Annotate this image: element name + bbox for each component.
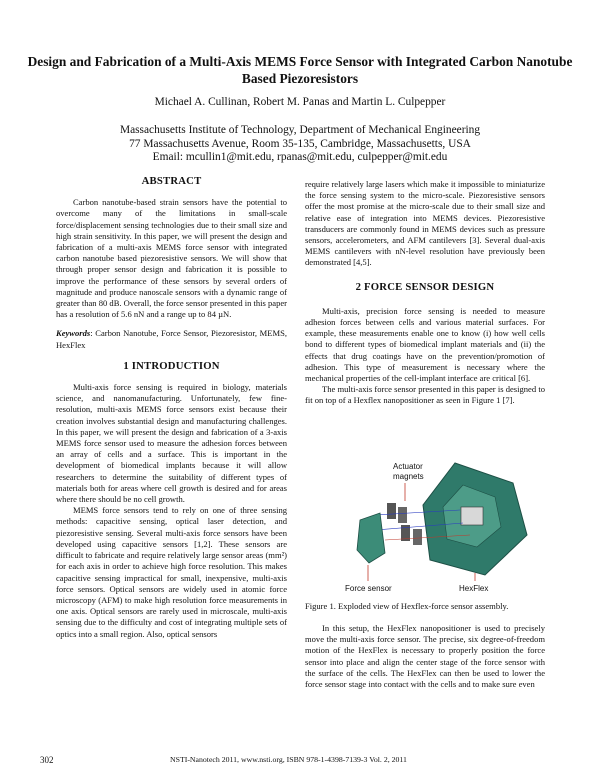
force-sensor-chip — [357, 513, 385, 563]
affiliation-line: Massachusetts Institute of Technology, Department of Mechanical Engineering — [119, 124, 481, 136]
paper-title: Design and Fabrication of a Multi-Axis MEMS Force Sensor with Integrated Carbon Nanotube Based Piezoresistors — [27, 54, 573, 86]
section-2-heading: 2 FORCE SENSOR DESIGN — [355, 280, 495, 293]
figure-caption: Figure 1. Exploded view of Hexflex-force sensor assembly. — [305, 601, 509, 611]
intro-heading: 1 INTRODUCTION — [123, 359, 220, 372]
intro-paragraph-1: Multi-axis force sensing is required in biology, materials science, and nanomanufacturing. Unfortunately, few fine-resolution, multi-axis MEMS force sensors exist because their creation involves substantial design and manufacturing challenges. In this paper, we will present the design and fabrication of a 3-axis MEMS force sensor used to measure the adhesion forces between an array of cells and a surface. This is important in the development of biomedical implants because it will allow researchers to determine the suitability of different types of materials both for areas where cell growth is desired and for areas where there should be no cell growth. — [56, 382, 287, 505]
design-paragraph-3: In this setup, the HexFlex nanopositioner is used to precisely move the multi-axis force sensor. The precise, six degree-of-freedom motion of the HexFlex is necessary to properly position the force sensor into place and align the center stage of the force sensor with the surface of the cells. The HexFlex can then be used to lower the force sensor stage into contact with the cells and to make sure even — [305, 623, 545, 690]
magnets-label-1: Actuator — [393, 462, 423, 471]
magnet — [387, 503, 396, 519]
hexflex-label: HexFlex — [459, 584, 489, 593]
keywords-label: Keywords — [56, 328, 91, 339]
affiliation-block — [20, 124, 580, 165]
address-line: 77 Massachusetts Avenue, Room 35-135, Cambridge, Massachusetts, USA — [129, 137, 471, 150]
keywords-text: : Carbon Nanotube, Force Sensor, Piezoresistor, MEMS, HexFlex — [56, 328, 287, 350]
author-list: Michael A. Cullinan, Robert M. Panas and Martin L. Culpepper — [154, 96, 446, 108]
keywords — [56, 328, 287, 350]
abstract-text: Carbon nanotube-based strain sensors have the potential to overcome many of the limitations in small-scale force/displacement sensing technologies due to their small size and high strain sensitivity. In this paper, we will present the design and fabrication of a multi-axis MEMS force sensor with integrated carbon nanotube based piezoresistive sensors. We will show that through proper sensor design and fabrication it is possible to improve the performance of these sensors by several orders of magnitude and produce nanoscale sensors with a dynamic range of greater than 80 dB. Overall, the force sensor presented in this paper has a resolution of 5.6 nN and a range up to 84 µN. — [56, 197, 287, 320]
hexflex-center — [461, 507, 483, 525]
right-column-lower — [305, 623, 545, 690]
abstract-heading: ABSTRACT — [141, 175, 202, 187]
email-line: Email: mcullin1@mit.edu, rpanas@mit.edu, culpepper@mit.edu — [152, 151, 448, 164]
design-paragraph-2: The multi-axis force sensor presented in this paper is designed to fit on top of a Hexflex nanopositioner as seen in Figure 1 [7]. — [305, 384, 545, 406]
right-column — [305, 179, 545, 407]
magnet — [398, 507, 407, 523]
left-column — [56, 176, 287, 640]
figure-exploded-view — [335, 455, 535, 595]
magnets-label-2: magnets — [393, 472, 424, 481]
design-paragraph-1: Multi-axis, precision force sensing is needed to measure adhesion forces between cells and various material surfaces. For example, these measurements enable one to know (i) how well cells bond to different types of biomedical implant materials and (ii) the effects that drug coatings have on the prevention/promotion of adhesion. This type of measurement is necessary where the mechanical properties of the cell-implant interface are critical [6]. — [305, 305, 545, 384]
magnet — [413, 529, 422, 545]
sensor-label: Force sensor — [345, 584, 392, 593]
intro-paragraph-2: MEMS force sensors tend to rely on one of three sensing methods: capacitive sensing, optical laser detection, and piezoresistive sensing. Several multi-axis force sensors have been developed using capacitive sensors [1,2]. These sensors are difficult to fabricate and require relatively large sensor areas (mm²) for each axis in order to achieve high force resolution. This makes capacitive sensing impractical for small, inexpensive, multi-axis force sensors. Optical sensors are widely used in atomic force microscopy (AFM) to make high resolution force measurements in one axis. Optical sensors are rarely used in microscale, multi-axis sensing due to the difficulty and cost of integrating multiple sets of optics into a small region. Also, optical sensors — [56, 505, 287, 639]
continued-paragraph: require relatively large lasers which make it impossible to miniaturize the force sensing system to the micro-scale. Piezoresistive sensors offer the most promise at the micro-scale due to their small size and relative ease of integration into MEMS devices. Piezoresistive transducers are commonly found in MEMS devices such as pressure sensors, accelerometers, and AFM cantilevers [3]. Several dual-axis MEMS cantilevers with nN-level resolution have previously been demonstrated [4,5]. — [305, 179, 545, 268]
page-number: 302 — [40, 755, 54, 765]
footer-citation: NSTI-Nanotech 2011, www.nsti.org, ISBN 978-1-4398-7139-3 Vol. 2, 2011 — [170, 755, 407, 764]
